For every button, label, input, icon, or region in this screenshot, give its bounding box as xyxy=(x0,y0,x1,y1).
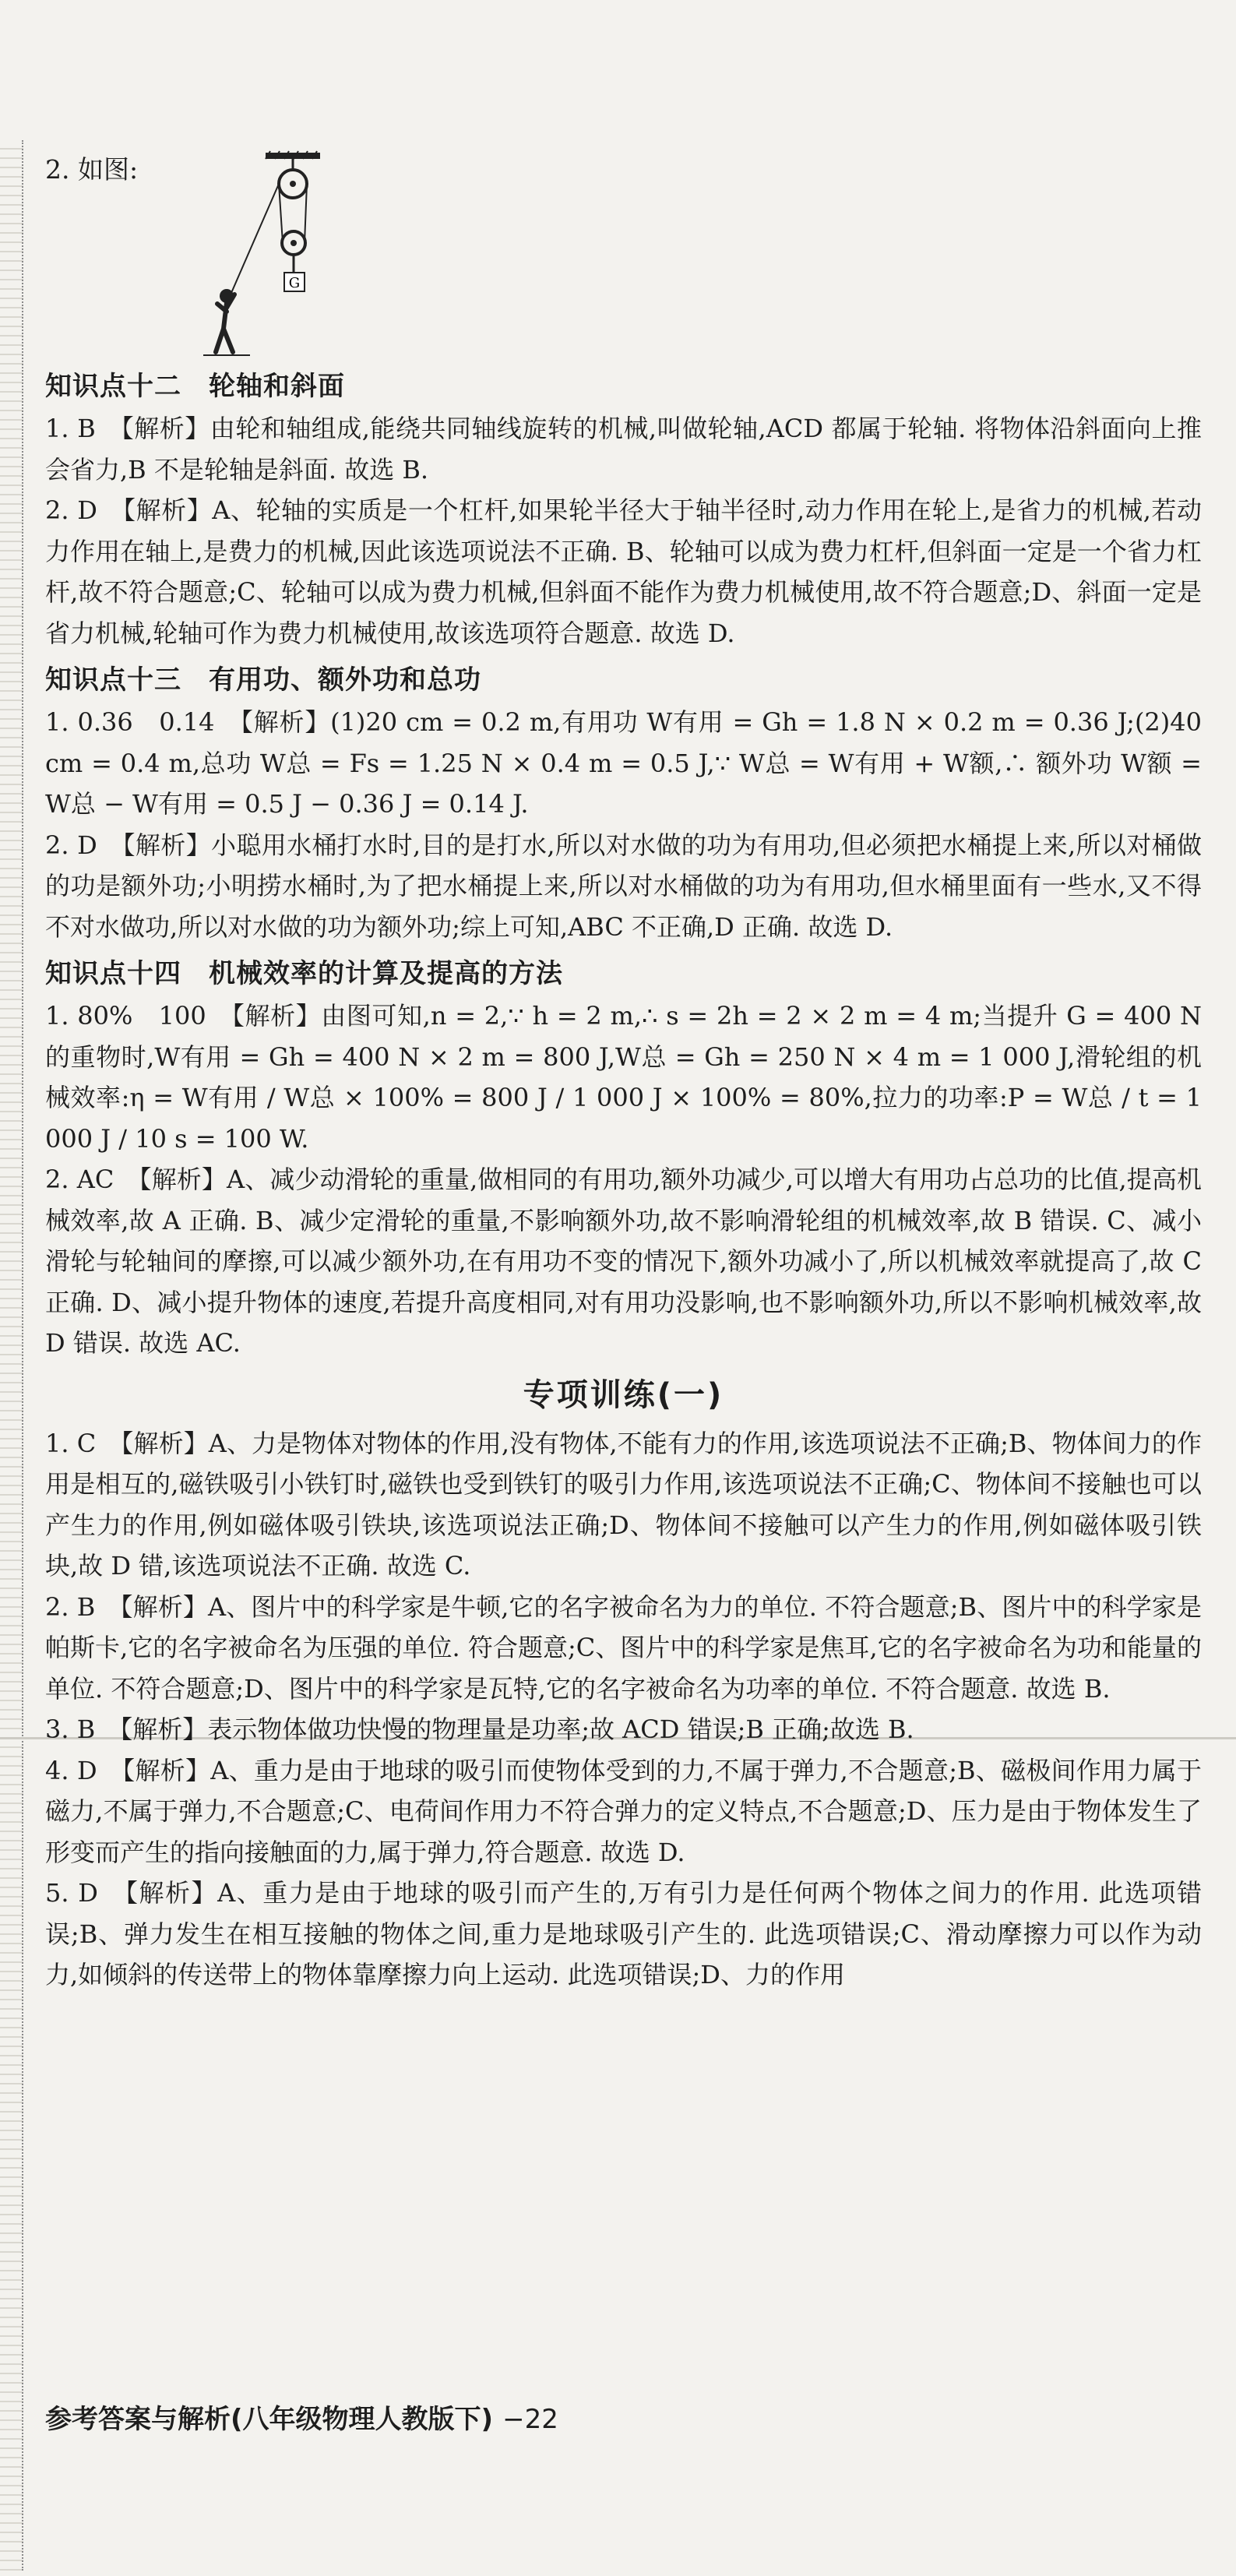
answer-item: 5. D 【解析】A、重力是由于地球的吸引而产生的,万有引力是任何两个物体之间力的作用. 此选项错误;B、弹力发生在相互接触的物体之间,重力是地球吸引产生的. 此选项错误;C、滑动摩擦力可以作为动力,如倾斜的传送带上的物体靠摩擦力向上运动. 此选项错误;D、力的作用 xyxy=(45,1878,1202,1989)
answer-item: 2. B 【解析】A、图片中的科学家是牛顿,它的名字被命名为力的单位. 不符合题意;B、图片中的科学家是帕斯卡,它的名字被命名为压强的单位. 符合题意;C、图片中的科学家是焦耳,它的名字被命名为功和能量的单位. 不符合题意;D、图片中的科学家是瓦特,它的名字被命名为功率的单位. 不符合题意. 故选 B. xyxy=(45,1591,1202,1704)
answer-item: 1. 80% 100 【解析】由图可知,n = 2,∵ h = 2 m,∴ s = 2h = 2 × 2 m = 4 m;当提升 G = 400 N 的重物时,W有用 = Gh = 400 N × 2 m = 800 J,W总 = Gh = 250 N × 4 m = 1 000 J,滑轮组的机械效率:η = W有用 / W总 × 100% = 800 J / 1 000 J × 100% = 80%,拉力的功率:P = W总 / t = 1 000 J / 10 s = 100 W. xyxy=(45,1001,1202,1154)
answer-item: 1. C 【解析】A、力是物体对物体的作用,没有物体,不能有力的作用,该选项说法不正确;B、物体间力的作用是相互的,磁铁吸引小铁钉时,磁铁也受到铁钉的吸引力作用,该选项说法不正确;C、物体间不接触也可以产生力的作用,例如磁体吸引铁块,该选项说法正确;D、物体间不接触可以产生力的作用,例如磁体吸引铁块,故 D 错,该选项说法不正确. 故选 C. xyxy=(45,1428,1202,1580)
torn-page-edge xyxy=(0,140,23,2571)
answer-item: 2. D 【解析】小聪用水桶打水时,目的是打水,所以对水做的功为有用功,但必须把水桶提上来,所以对桶做的功是额外功;小明捞水桶时,为了把水桶提上来,所以对水桶做的功为有用功,但水桶里面有一些水,又不得不对水做功,所以对水做的功为额外功;综上可知,ABC 不正确,D 正确. 故选 D. xyxy=(45,830,1202,942)
pulley-figure-icon xyxy=(188,148,328,360)
page-footer xyxy=(45,2399,558,2440)
page-number: −22 xyxy=(502,2404,558,2435)
section-heading: 知识点十三 有用功、额外功和总功 xyxy=(45,664,481,696)
answer-item: 2. D 【解析】A、轮轴的实质是一个杠杆,如果轮半径大于轴半径时,动力作用在轮上,是省力的机械,若动力作用在轴上,是费力的机械,因此该选项说法不正确. B、轮轴可以成为费力杠杆,但斜面一定是一个省力杠杆,故不符合题意;C、轮轴可以成为费力机械,但斜面不能作为费力机械使用,故不符合题意;D、斜面一定是省力机械,轮轴可作为费力机械使用,故该选项符合题意. 故选 D. xyxy=(45,495,1202,648)
weight-g-label: G xyxy=(288,275,301,291)
answer-item: 4. D 【解析】A、重力是由于地球的吸引而使物体受到的力,不属于弹力,不合题意;B、磁极间作用力属于磁力,不属于弹力,不合题意;C、电荷间作用力不符合弹力的定义特点,不合题意;D、压力是由于物体发生了形变而产生的指向接触面的力,属于弹力,符合题意. 故选 D. xyxy=(45,1755,1202,1867)
figure-row xyxy=(45,148,1202,360)
footer-title: 参考答案与解析(八年级物理人教版下) xyxy=(45,2404,494,2435)
answer-item: 1. B 【解析】由轮和轴组成,能绕共同轴线旋转的机械,叫做轮轴,ACD 都属于轮轴. 将物体沿斜面向上推会省力,B 不是轮轴是斜面. 故选 B. xyxy=(45,414,1202,485)
answer-item: 2. AC 【解析】A、减少动滑轮的重量,做相同的有用功,额外功减少,可以增大有用功占总功的比值,提高机械效率,故 A 正确. B、减少定滑轮的重量,不影响额外功,故不影响滑轮组的机械效率,故 B 错误. C、减小滑轮与轮轴间的摩擦,可以减少额外功,在有用功不变的情况下,额外功减小了,所以机械效率就提高了,故 C 正确. D、减小提升物体的速度,若提升高度相同,对有用功没影响,也不影响额外功,所以不影响机械效率,故 D 错误. 故选 AC. xyxy=(45,1165,1202,1358)
section-heading: 知识点十二 轮轴和斜面 xyxy=(45,371,345,402)
answer-item: 1. 0.36 0.14 【解析】(1)20 cm = 0.2 m,有用功 W有用 = Gh = 1.8 N × 0.2 m = 0.36 J;(2)40 cm = 0.4 m,总功 W总 = Fs = 1.25 N × 0.4 m = 0.5 J,∵ W总 = W有用 + W额,∴ 额外功 W额 = W总 − W有用 = 0.5 J − 0.36 J = 0.14 J. xyxy=(45,707,1202,819)
figure-label: 2. 如图: xyxy=(45,154,139,185)
section-heading: 知识点十四 机械效率的计算及提高的方法 xyxy=(45,958,563,989)
special-training-title: 专项训练(一) xyxy=(523,1376,724,1413)
answer-page xyxy=(45,148,1202,1996)
answer-item: 3. B 【解析】表示物体做功快慢的物理量是功率;故 ACD 错误;B 正确;故选 B. xyxy=(45,1714,914,1744)
